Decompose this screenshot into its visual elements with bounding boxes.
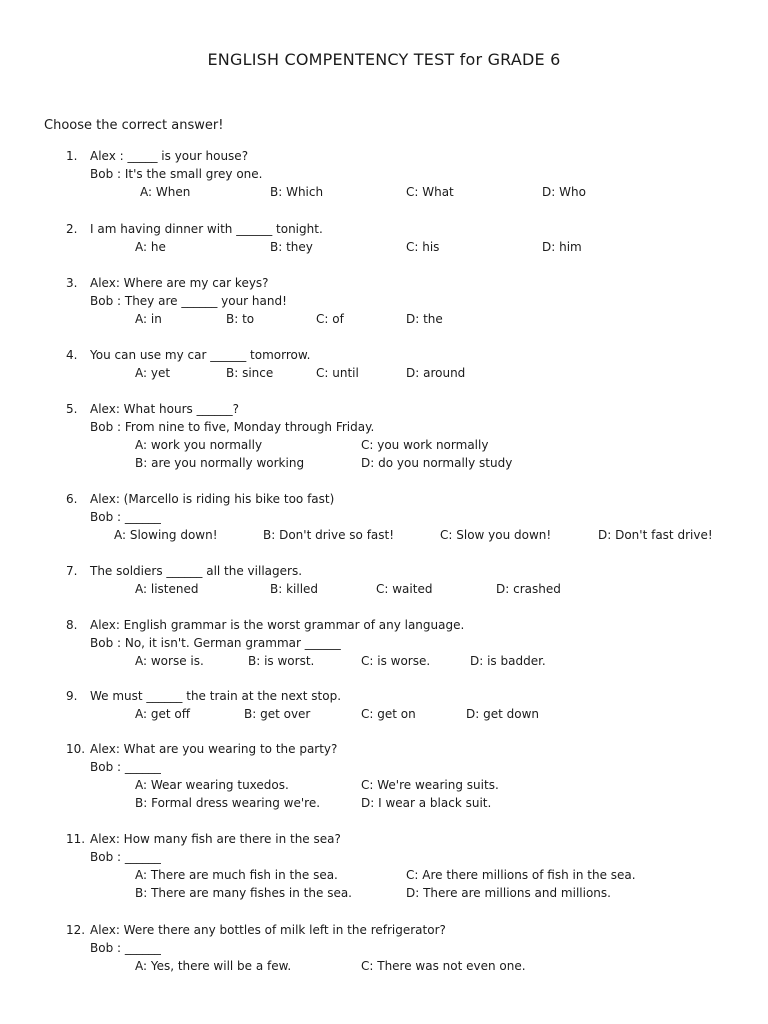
question-text-line: Bob : ______ bbox=[90, 510, 161, 524]
answer-option-b[interactable]: B: Which bbox=[270, 185, 324, 199]
answer-option-d[interactable]: D: crashed bbox=[496, 582, 561, 596]
answer-option-c[interactable]: B: are you normally working bbox=[135, 456, 305, 470]
question-text-line: Bob : They are ______ your hand! bbox=[90, 294, 287, 308]
answer-option-d[interactable]: D: is badder. bbox=[470, 654, 546, 668]
answer-option-c[interactable]: C: What bbox=[406, 185, 454, 199]
question-text-line: Alex: What hours ______? bbox=[90, 402, 239, 416]
answer-option-a[interactable]: A: Wear wearing tuxedos. bbox=[135, 778, 289, 792]
instruction-text: Choose the correct answer! bbox=[44, 118, 224, 133]
question-text-line: You can use my car ______ tomorrow. bbox=[90, 348, 311, 362]
question-text-line: Bob : It's the small grey one. bbox=[90, 167, 263, 181]
question-text-line: Alex: Where are my car keys? bbox=[90, 276, 269, 290]
answer-option-c[interactable]: C: get on bbox=[361, 707, 416, 721]
question-number: 12. bbox=[66, 923, 86, 937]
answer-option-c[interactable]: C: Slow you down! bbox=[440, 528, 552, 542]
answer-option-b[interactable]: C: There was not even one. bbox=[361, 959, 526, 973]
answer-option-b[interactable]: C: We're wearing suits. bbox=[361, 778, 499, 792]
answer-option-b[interactable]: B: Don't drive so fast! bbox=[263, 528, 395, 542]
answer-option-b[interactable]: B: killed bbox=[270, 582, 319, 596]
question-number: 9. bbox=[66, 689, 78, 703]
answer-option-b[interactable]: B: is worst. bbox=[248, 654, 315, 668]
question-text-line: Bob : ______ bbox=[90, 760, 161, 774]
question-text-line: Alex: (Marcello is riding his bike too fast) bbox=[90, 492, 335, 506]
answer-option-d[interactable]: D: There are millions and millions. bbox=[406, 886, 611, 900]
question-text-line: Alex : _____ is your house? bbox=[90, 149, 249, 163]
answer-option-a[interactable]: A: he bbox=[135, 240, 166, 254]
question-number: 7. bbox=[66, 564, 78, 578]
question-number: 2. bbox=[66, 222, 78, 236]
question-number: 5. bbox=[66, 402, 78, 416]
answer-option-a[interactable]: A: Yes, there will be a few. bbox=[135, 959, 292, 973]
answer-option-b[interactable]: B: since bbox=[226, 366, 274, 380]
answer-option-a[interactable]: A: Slowing down! bbox=[114, 528, 218, 542]
question-number: 1. bbox=[66, 149, 78, 163]
question-text-line: Bob : ______ bbox=[90, 850, 161, 864]
answer-option-b[interactable]: B: get over bbox=[244, 707, 311, 721]
answer-option-a[interactable]: A: There are much fish in the sea. bbox=[135, 868, 338, 882]
answer-option-a[interactable]: A: get off bbox=[135, 707, 190, 721]
answer-option-c[interactable]: B: There are many fishes in the sea. bbox=[135, 886, 352, 900]
answer-option-c[interactable]: C: his bbox=[406, 240, 440, 254]
question-text-line: We must ______ the train at the next stop. bbox=[90, 689, 342, 703]
question-number: 11. bbox=[66, 832, 86, 846]
answer-option-a[interactable]: A: When bbox=[140, 185, 191, 199]
question-text-line: Bob : From nine to five, Monday through Friday. bbox=[90, 420, 375, 434]
answer-option-b[interactable]: B: to bbox=[226, 312, 255, 326]
answer-option-a[interactable]: A: worse is. bbox=[135, 654, 204, 668]
answer-option-b[interactable]: C: Are there millions of fish in the sea. bbox=[406, 868, 636, 882]
answer-option-d[interactable]: D: get down bbox=[466, 707, 539, 721]
answer-option-d[interactable]: D: do you normally study bbox=[361, 456, 513, 470]
question-number: 8. bbox=[66, 618, 78, 632]
question-text-line: Bob : ______ bbox=[90, 941, 161, 955]
question-number: 10. bbox=[66, 742, 86, 756]
question-text-line: Alex: How many fish are there in the sea? bbox=[90, 832, 341, 846]
answer-option-c[interactable]: C: waited bbox=[376, 582, 433, 596]
answer-option-c[interactable]: B: Formal dress wearing we're. bbox=[135, 796, 321, 810]
question-text-line: Alex: Were there any bottles of milk left in the refrigerator? bbox=[90, 923, 446, 937]
question-number: 4. bbox=[66, 348, 78, 362]
answer-option-c[interactable]: C: of bbox=[316, 312, 344, 326]
answer-option-b[interactable]: B: they bbox=[270, 240, 313, 254]
question-text-line: I am having dinner with ______ tonight. bbox=[90, 222, 323, 236]
answer-option-b[interactable]: C: you work normally bbox=[361, 438, 489, 452]
page-title: ENGLISH COMPENTENCY TEST for GRADE 6 bbox=[207, 50, 561, 69]
answer-option-c[interactable]: C: is worse. bbox=[361, 654, 431, 668]
answer-option-a[interactable]: A: in bbox=[135, 312, 162, 326]
answer-option-d[interactable]: D: Who bbox=[542, 185, 586, 199]
question-text-line: Bob : No, it isn't. German grammar ______ bbox=[90, 636, 341, 650]
question-number: 3. bbox=[66, 276, 78, 290]
answer-option-d[interactable]: D: him bbox=[542, 240, 582, 254]
answer-option-d[interactable]: D: I wear a black suit. bbox=[361, 796, 492, 810]
question-text-line: Alex: What are you wearing to the party? bbox=[90, 742, 338, 756]
answer-option-d[interactable]: D: Don't fast drive! bbox=[598, 528, 713, 542]
question-text-line: The soldiers ______ all the villagers. bbox=[90, 564, 303, 578]
answer-option-c[interactable]: C: until bbox=[316, 366, 359, 380]
question-text-line: Alex: English grammar is the worst grammar of any language. bbox=[90, 618, 465, 632]
answer-option-a[interactable]: A: work you normally bbox=[135, 438, 263, 452]
answer-option-d[interactable]: D: the bbox=[406, 312, 443, 326]
answer-option-a[interactable]: A: yet bbox=[135, 366, 171, 380]
answer-option-a[interactable]: A: listened bbox=[135, 582, 199, 596]
question-number: 6. bbox=[66, 492, 78, 506]
answer-option-d[interactable]: D: around bbox=[406, 366, 466, 380]
